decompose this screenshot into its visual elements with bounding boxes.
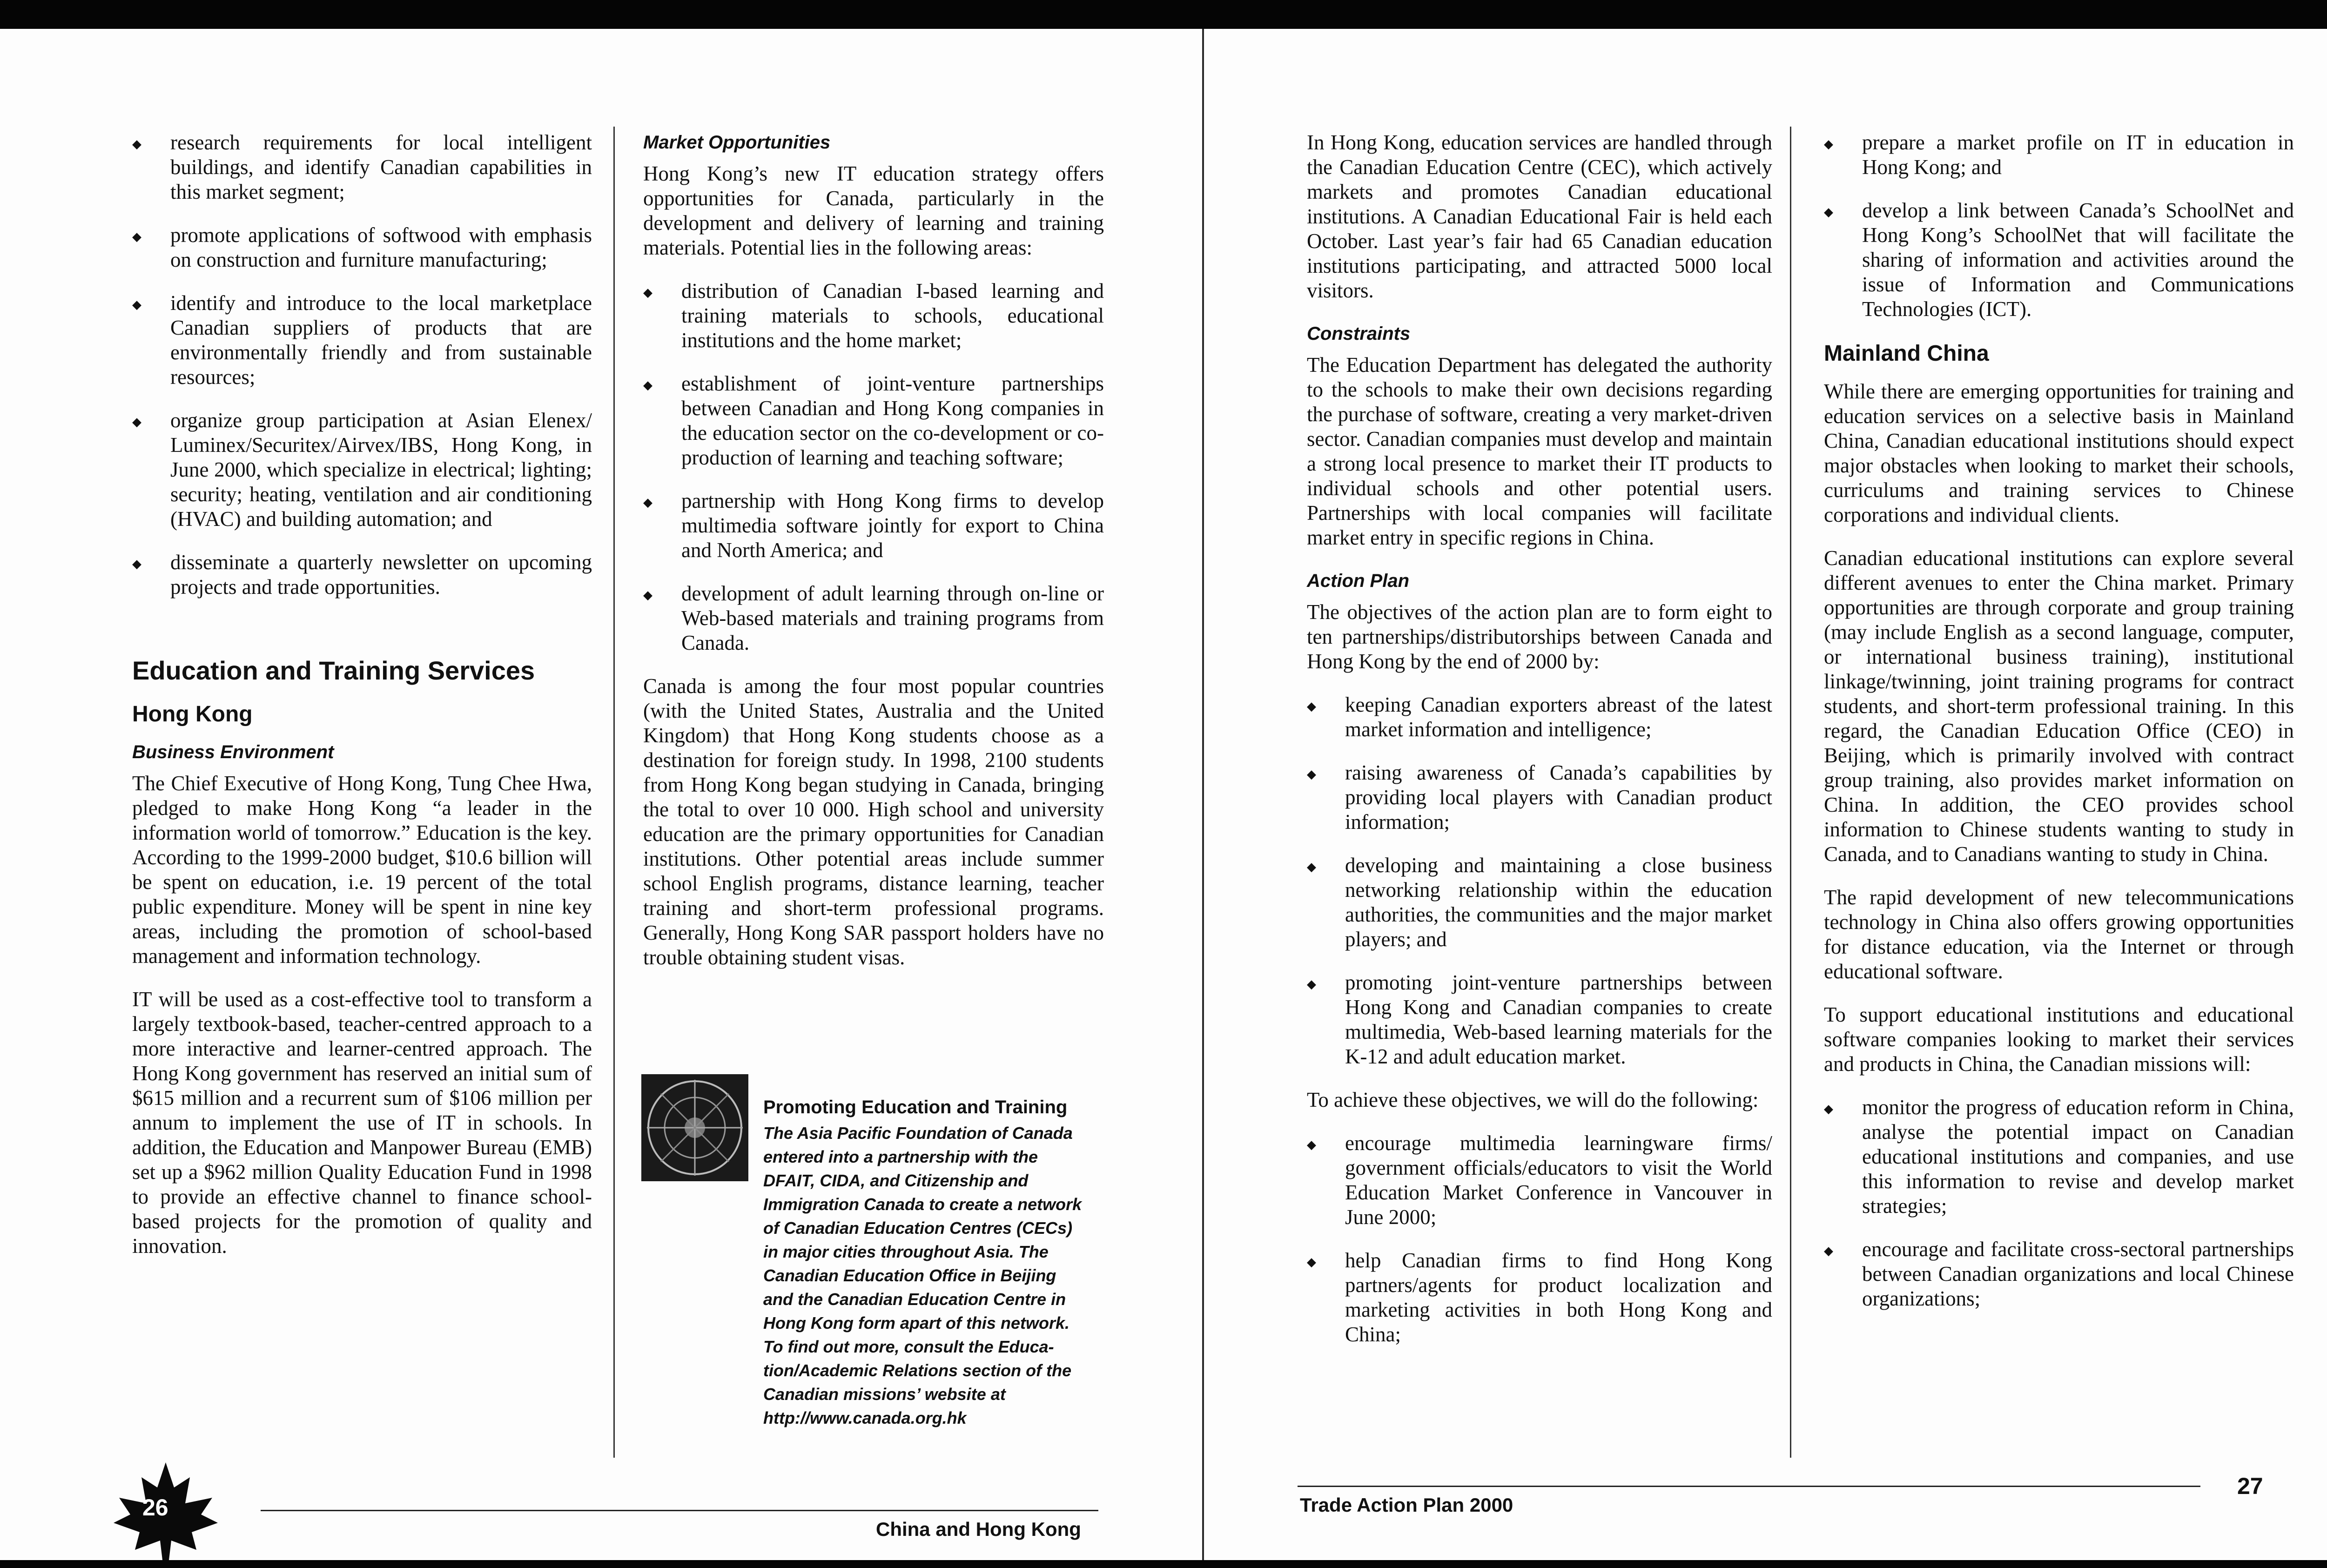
business-environment-heading: Business Environment: [132, 742, 334, 762]
market-opportunity-bullets: [643, 279, 1104, 655]
action-plan-bullets: [1307, 693, 1772, 1069]
right-column-1: [1307, 130, 1772, 1366]
section-heading: Education and Training Services: [132, 656, 535, 685]
right-column-2: [1824, 130, 2294, 1330]
list-item: ◆ partnership with Hong Kong firms to develop multimedia software jointly for export to China and North America; and: [643, 489, 1104, 563]
scan-bottom-border: [0, 1560, 2327, 1568]
paragraph: In Hong Kong, education services are handled through the Canadian Education Centre (CEC), which actively markets and promotes Canadian educational institutions. A Canadian Educational Fair is held each October. Last year’s fair had 65 Canadian education institutions participating, and attracted 5000 local visitors.: [1307, 131, 1772, 302]
list-item: ◆ organize group participation at Asian Elenex/ Luminex/Securitex/Airvex/IBS, Hong Kong, in June 2000, which specialize in electrical; lighting; security; heating, ventilation and air conditioning (HVAC) and building automation; and: [132, 408, 592, 532]
hong-kong-closing-bullets: [1824, 130, 2294, 322]
list-item: ◆ monitor the progress of education reform in China, analyse the potential impact on Canadian educational institutions and companies, and use this information to revise and develop market strategies;: [1824, 1095, 2294, 1218]
list-item: ◆ establishment of joint-venture partnerships between Canadian and Hong Kong companies in the education sector on the co-development or co-production of learning and teaching software;: [643, 371, 1104, 470]
paragraph: Canada is among the four most popular countries (with the United States, Australia and the United Kingdom) that Hong Kong students choose as a destination for foreign study. In 1998, 2100 students from Hong Kong began studying in Canada, bringing the total to over 10 000. High school and university education are the primary opportunities for Canadian institutions. Other potential areas include summer school English programs, distance learning, teacher training and short-term professional programs. Generally, Hong Kong SAR passport holders have no trouble obtaining student visas.: [643, 674, 1104, 969]
market-opportunities-heading: Market Opportunities: [643, 132, 831, 153]
list-item: ◆ promoting joint-venture partnerships between Hong Kong and Canadian companies to create multimedia, Web-based learning materials for the K-12 and adult education market.: [1307, 970, 1772, 1069]
paragraph: The Education Department has delegated the authority to the schools to make their own decisions regarding the purchase of software, creating a very market-driven sector. Canadian companies must develop and maintain a strong local presence to market their IT products to individual schools and other potential users. Partnerships with local companies will facilitate market entry in specific regions in China.: [1307, 353, 1772, 549]
list-item: ◆ encourage and facilitate cross-sectoral partnerships between Canadian organizations and local Chinese organizations;: [1824, 1237, 2294, 1311]
list-item: ◆ developing and maintaining a close business networking relationship within the education authorities, the communities and the major market players; and: [1307, 853, 1772, 952]
list-item: ◆ distribution of Canadian I-based learning and training materials to schools, educational institutions and the home market;: [643, 279, 1104, 353]
footer-rule-right: [1298, 1486, 2200, 1487]
list-item: ◆ disseminate a quarterly newsletter on upcoming projects and trade opportunities.: [132, 550, 592, 599]
column-divider: [613, 127, 615, 1458]
paragraph: While there are emerging opportunities for training and education services on a selective basis in Mainland China, Canadian educational institutions should expect major obstacles when looking to market their schools, curriculums and training services to Chinese corporations and individual clients.: [1824, 380, 2294, 526]
page-number-right: 27: [2237, 1473, 2263, 1499]
mainland-china-heading: Mainland China: [1824, 341, 1989, 366]
region-heading: Hong Kong: [132, 702, 253, 727]
sidebar-title: Promoting Education and Training: [763, 1097, 1068, 1117]
left-column-2: [643, 130, 1104, 989]
scan-top-border: [0, 0, 2327, 29]
list-item: ◆ research requirements for local intelligent buildings, and identify Canadian capabilities in this market segment;: [132, 130, 592, 204]
paragraph: Canadian educational institutions can explore several different avenues to enter the China market. Primary opportunities are through corporate and group training (may include English as a second language, computer, or international business training), institutional linkage/twinning, joint training programs for contract students, and short-term professional training. In this regard, the Canadian Education Office (CEO) in Beijing, which is primarily involved with contract group training, also provides market information on China. In addition, the CEO provides school information to Chinese students wanting to study in Canada, and to Canadians wanting to study in China.: [1824, 546, 2294, 866]
achieve-bullets: [1307, 1131, 1772, 1347]
compass-emblem-icon: [641, 1074, 748, 1181]
footer-right: Trade Action Plan 2000: [1300, 1494, 1513, 1516]
mainland-china-bullets: [1824, 1095, 2294, 1311]
list-item: ◆ promote applications of softwood with emphasis on construction and furniture manufacturing;: [132, 223, 592, 272]
left-page: [0, 29, 1202, 1560]
footer-rule-left: [261, 1510, 1098, 1511]
paragraph: Hong Kong’s new IT education strategy offers opportunities for Canada, particularly in the development and delivery of learning and training materials. Potential lies in the following areas:: [643, 162, 1104, 259]
list-item: ◆ keeping Canadian exporters abreast of the latest market information and intelligence;: [1307, 693, 1772, 742]
list-item: ◆ develop a link between Canada’s SchoolNet and Hong Kong’s SchoolNet that will facilitate the sharing of information and activities around the issue of Information and Communications Technologies (ICT).: [1824, 198, 2294, 322]
building-bullets: [132, 130, 592, 599]
list-item: ◆ raising awareness of Canada’s capabilities by providing local players with Canadian product information;: [1307, 760, 1772, 834]
footer-left: China and Hong Kong: [876, 1518, 1081, 1540]
list-item: ◆ encourage multimedia learningware firms/ government officials/educators to visit the World Education Market Conference in Vancouver in June 2000;: [1307, 1131, 1772, 1230]
left-column-1: [132, 130, 592, 1277]
page-number-left: 26: [142, 1494, 168, 1521]
list-item: ◆ help Canadian firms to find Hong Kong partners/agents for product localization and marketing activities in both Hong Kong and China;: [1307, 1248, 1772, 1347]
action-plan-heading: Action Plan: [1307, 571, 1410, 591]
paragraph: The rapid development of new telecommunications technology in China also offers growing opportunities for distance education, via the Internet or through educational software.: [1824, 886, 2294, 983]
paragraph: IT will be used as a cost-effective tool to transform a largely textbook-based, teacher-centred approach to a more interactive and learner-centred approach. The Hong Kong government has reserved an initial sum of $615 million and a recurrent sum of $106 million per annum to implement the use of IT in schools. In addition, the Education and Manpower Bureau (EMB) set up a $962 million Quality Education Fund in 1998 to provide an effective channel to finance school-based projects for the promotion of quality and innovation.: [132, 988, 592, 1258]
paragraph: To achieve these objectives, we will do the following:: [1307, 1088, 1759, 1111]
sidebar-body: The Asia Pacific Foundation of Canada entered into a partnership with the DFAIT, CIDA, and Citizenship and Immigration Canada to create a network of Canadian Education Centres (CECs) in major cities throughout Asia. The Canadian Education Office in Beijing and the Canadian Education Centre in Hong Kong form apart of this network. To find out more, consult the Educa-tion/Academic Relations section of the Canadian missions’ website at http://www.canada.org.hk: [763, 1124, 1082, 1427]
paragraph: The Chief Executive of Hong Kong, Tung Chee Hwa, pledged to make Hong Kong “a leader in the information world of tomorrow.” Education is the key. According to the 1999-2000 budget, $10.6 billion will be spent on education, i.e. 19 percent of the total public expenditure. Money will be spent in nine key areas, including the promotion of school-based management and information technology.: [132, 772, 592, 968]
list-item: ◆ identify and introduce to the local marketplace Canadian suppliers of products that are environmentally friendly and from sustainable resources;: [132, 291, 592, 390]
compass-emblem-image: [641, 1074, 748, 1181]
right-page: [1204, 29, 2327, 1560]
paragraph: To support educational institutions and educational software companies looking to market their services and products in China, the Canadian missions will:: [1824, 1003, 2294, 1076]
list-item: ◆ prepare a market profile on IT in education in Hong Kong; and: [1824, 130, 2294, 180]
column-divider: [1790, 127, 1791, 1458]
promoting-education-sidebar: [763, 1096, 1084, 1430]
paragraph: The objectives of the action plan are to form eight to ten partnerships/distributorships between Canada and Hong Kong by the end of 2000 by:: [1307, 600, 1772, 673]
constraints-heading: Constraints: [1307, 323, 1411, 344]
list-item: ◆ development of adult learning through on-line or Web-based materials and training programs from Canada.: [643, 581, 1104, 655]
